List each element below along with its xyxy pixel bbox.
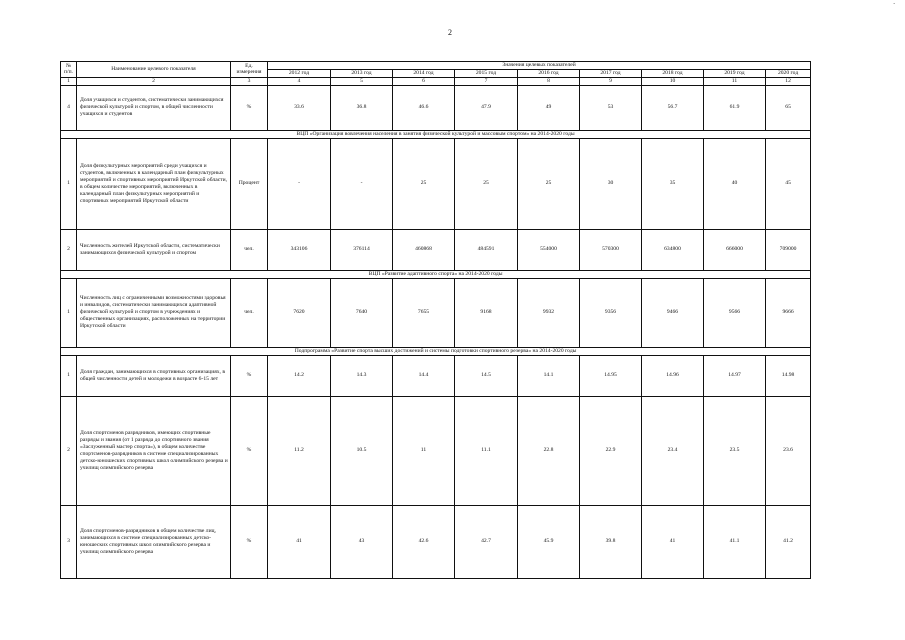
indicator-value: 9466 (642, 278, 704, 347)
indicator-value: 35 (642, 138, 704, 229)
column-index: 5 (331, 77, 393, 85)
indicator-value: 41 (268, 505, 331, 578)
indicator-value: 30 (580, 138, 642, 229)
indicator-value: 666000 (704, 229, 766, 270)
section-heading-row (61, 347, 811, 355)
indicator-value: 9168 (455, 278, 518, 347)
row-number: 4 (61, 85, 77, 130)
corner-mark: ` (893, 2, 896, 10)
indicator-value: 14.3 (331, 355, 393, 396)
indicator-row (61, 229, 811, 270)
row-number: 2 (61, 229, 77, 270)
column-index: 2 (77, 77, 231, 85)
column-index: 7 (455, 77, 518, 85)
indicator-value: 14.95 (580, 355, 642, 396)
column-index: 9 (580, 77, 642, 85)
unit-of-measure: % (231, 396, 268, 505)
row-number: 1 (61, 355, 77, 396)
indicator-value: 14.96 (642, 355, 704, 396)
indicator-value: 25 (518, 138, 580, 229)
column-index: 12 (766, 77, 811, 85)
indicator-value: 42.7 (455, 505, 518, 578)
indicator-value: 23.4 (642, 396, 704, 505)
header-year: 2016 год (518, 69, 580, 77)
column-index: 11 (704, 77, 766, 85)
target-indicators-table (60, 61, 811, 579)
indicator-row (61, 505, 811, 578)
header-year: 2012 год (268, 69, 331, 77)
header-values-group: Значения целевых показателей (268, 62, 811, 70)
indicator-value: 36.8 (331, 85, 393, 130)
indicator-value: 41 (642, 505, 704, 578)
indicator-value: - (331, 138, 393, 229)
unit-of-measure: чел. (231, 278, 268, 347)
indicator-value: 11 (393, 396, 455, 505)
section-title: ВЦП «Организация вовлечения населения в занятия физической культурой и массовым спортом» на 2014-2020 годы (61, 130, 811, 138)
header-year: 2020 год (766, 69, 811, 77)
indicator-value: 634800 (642, 229, 704, 270)
indicator-value: 11.2 (268, 396, 331, 505)
row-number: 1 (61, 278, 77, 347)
indicator-value: 53 (580, 85, 642, 130)
indicator-value: 376114 (331, 229, 393, 270)
section-heading-row (61, 130, 811, 138)
indicator-value: 42.6 (393, 505, 455, 578)
header-unit: Ед. измерения (231, 62, 268, 78)
section-title: Подпрограмма «Развитие спорта высших достижений и системы подготовки спортивного резерва» на 2014-2020 годы (61, 347, 811, 355)
indicator-value: 33.6 (268, 85, 331, 130)
indicator-value: 45.9 (518, 505, 580, 578)
column-index: 6 (393, 77, 455, 85)
header-year: 2015 год (455, 69, 518, 77)
row-number: 2 (61, 396, 77, 505)
section-title: ВЦП «Развитие адаптивного спорта» на 2014-2020 годы (61, 270, 811, 278)
column-index: 3 (231, 77, 268, 85)
indicator-value: 484591 (455, 229, 518, 270)
column-index: 8 (518, 77, 580, 85)
indicator-value: 56.7 (642, 85, 704, 130)
indicator-value: 40 (704, 138, 766, 229)
indicator-value: 61.9 (704, 85, 766, 130)
indicator-value: 9932 (518, 278, 580, 347)
column-index: 10 (642, 77, 704, 85)
indicator-name: Доля спортсменов разрядников, имеющих спортивные разряды и звания (от 1 разряда до спортивного звания «Заслуженный мастер спорта»), в общем количестве спортсменов-разрядников в системе специализированных детско-юношеских спортивных школ олимпийского резерва и училищ олимпийского резерва (77, 396, 231, 505)
indicator-value: - (268, 138, 331, 229)
header-year: 2014 год (393, 69, 455, 77)
indicator-value: 14.4 (393, 355, 455, 396)
indicator-value: 39.8 (580, 505, 642, 578)
indicator-value: 14.2 (268, 355, 331, 396)
header-year: 2019 год (704, 69, 766, 77)
row-number: 1 (61, 138, 77, 229)
indicator-name: Доля спортсменов-разрядников в общем количестве лиц, занимающихся в системе специализированных детско-юношеских спортивных школ олимпийского резерва и училищ олимпийского резерва (77, 505, 231, 578)
indicator-value: 7640 (331, 278, 393, 347)
indicator-row (61, 138, 811, 229)
indicator-value: 7655 (393, 278, 455, 347)
indicator-value: 22.8 (518, 396, 580, 505)
indicator-row (61, 396, 811, 505)
indicator-row (61, 355, 811, 396)
indicator-value: 14.97 (704, 355, 766, 396)
header-year: 2018 год (642, 69, 704, 77)
column-index: 1 (61, 77, 77, 85)
indicator-value: 570300 (580, 229, 642, 270)
header-num: № п/п. (61, 62, 77, 78)
header-name: Наименование целевого показателя (77, 62, 231, 78)
unit-of-measure: % (231, 505, 268, 578)
indicator-name: Доля учащихся и студентов, систематически занимающихся физической культурой и спортом, в общей численности учащихся и студентов (77, 85, 231, 130)
indicator-row (61, 85, 811, 130)
indicator-value: 65 (766, 85, 811, 130)
indicator-value: 23.5 (704, 396, 766, 505)
indicator-value: 47.9 (455, 85, 518, 130)
indicator-row (61, 278, 811, 347)
page-number: 2 (448, 28, 452, 37)
indicator-name: Численность жителей Иркутской области, систематически занимающихся физической культурой и спортом (77, 229, 231, 270)
indicator-value: 7620 (268, 278, 331, 347)
indicator-value: 9356 (580, 278, 642, 347)
unit-of-measure: чел. (231, 229, 268, 270)
indicator-value: 343106 (268, 229, 331, 270)
indicator-value: 23.6 (766, 396, 811, 505)
unit-of-measure: % (231, 85, 268, 130)
indicator-value: 14.1 (518, 355, 580, 396)
column-index-row (61, 77, 811, 85)
indicator-value: 10.5 (331, 396, 393, 505)
indicator-value: 14.5 (455, 355, 518, 396)
section-heading-row (61, 270, 811, 278)
indicator-name: Доля физкультурных мероприятий среди учащихся и студентов, включенных в календарный план физкультурных мероприятий и спортивных мероприятий Иркутской области, в общем количестве мероприятий, включенных в календарный план физкультурных мероприятий и спортивных мероприятий Иркутской области (77, 138, 231, 229)
indicator-value: 46.6 (393, 85, 455, 130)
indicator-value: 41.2 (766, 505, 811, 578)
header-row (61, 62, 811, 70)
indicator-name: Доля граждан, занимающихся в спортивных организациях, в общей численности детей и молодежи в возрасте 6-15 лет (77, 355, 231, 396)
unit-of-measure: Процент (231, 138, 268, 229)
indicator-value: 554000 (518, 229, 580, 270)
indicator-name: Численность лиц с ограниченными возможностями здоровья и инвалидов, систематически занимающихся адаптивной физической культурой и спортом в учреждениях и общественных организациях, расположенных на территории Иркутской области (77, 278, 231, 347)
indicator-value: 41.1 (704, 505, 766, 578)
indicator-value: 45 (766, 138, 811, 229)
header-year: 2013 год (331, 69, 393, 77)
indicator-value: 460868 (393, 229, 455, 270)
unit-of-measure: % (231, 355, 268, 396)
indicator-value: 9566 (704, 278, 766, 347)
indicator-value: 11.1 (455, 396, 518, 505)
indicator-value: 709000 (766, 229, 811, 270)
column-index: 4 (268, 77, 331, 85)
indicator-value: 25 (455, 138, 518, 229)
indicator-value: 25 (393, 138, 455, 229)
indicator-value: 22.9 (580, 396, 642, 505)
row-number: 3 (61, 505, 77, 578)
indicator-value: 43 (331, 505, 393, 578)
indicator-value: 9666 (766, 278, 811, 347)
indicator-value: 49 (518, 85, 580, 130)
indicator-value: 14.98 (766, 355, 811, 396)
header-year: 2017 год (580, 69, 642, 77)
